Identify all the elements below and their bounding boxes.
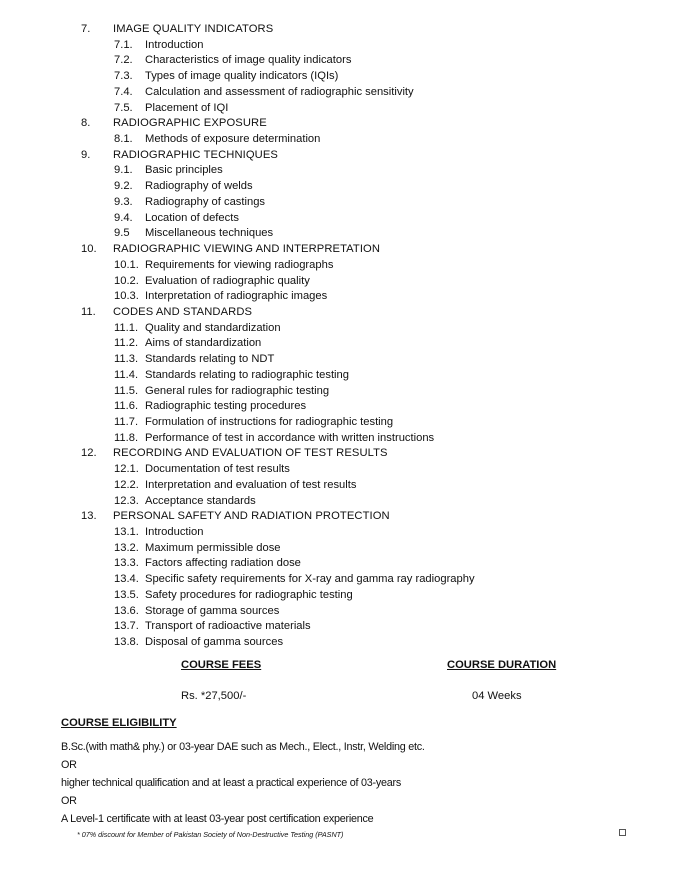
subsection-item [0, 635, 700, 651]
section-number: 7. [81, 23, 91, 35]
subsection-number: 13.8. [114, 636, 139, 649]
subsection-item [0, 274, 700, 290]
eligibility-line-certificate: A Level-1 certificate with at least 03-year post certification experience [61, 813, 374, 825]
subsection-item [0, 53, 700, 69]
subsection-item [0, 494, 700, 510]
discount-footnote: * 07% discount for Member of Pakistan Society of Non-Destructive Testing (PASNT) [77, 830, 344, 839]
subsection-number: 9.5 [114, 227, 130, 240]
section-heading [0, 116, 700, 132]
subsection-number: 10.3. [114, 290, 139, 303]
subsection-number: 9.2. [114, 180, 133, 193]
subsection-item [0, 132, 700, 148]
subsection-item [0, 604, 700, 620]
subsection-item [0, 289, 700, 305]
subsection-item [0, 38, 700, 54]
subsection-title: Acceptance standards [145, 494, 256, 507]
section-title: RECORDING AND EVALUATION OF TEST RESULTS [113, 447, 388, 460]
subsection-number: 9.3. [114, 195, 133, 208]
section-title: RADIOGRAPHIC VIEWING AND INTERPRETATION [113, 243, 381, 256]
subsection-title: Characteristics of image quality indicators [145, 54, 352, 67]
section-heading [0, 148, 700, 164]
course-eligibility-heading: COURSE ELIGIBILITY [61, 717, 177, 729]
subsection-number: 7.5. [114, 101, 133, 114]
subsection-title: Miscellaneous techniques [145, 227, 274, 240]
subsection-title: Quality and standardization [145, 321, 281, 334]
course-fees-heading: COURSE FEES [181, 659, 262, 671]
subsection-number: 11.4. [114, 368, 139, 381]
subsection-item [0, 619, 700, 635]
subsection-number: 11.3. [114, 353, 139, 366]
section-number: 8. [81, 117, 91, 130]
subsection-title: Placement of IQI [145, 101, 229, 114]
subsection-item [0, 368, 700, 384]
subsection-item [0, 556, 700, 572]
section-heading [0, 509, 700, 525]
subsection-item [0, 163, 700, 179]
subsection-number: 13.7. [114, 620, 139, 633]
section-title: IMAGE QUALITY INDICATORS [113, 23, 274, 35]
subsection-title: Requirements for viewing radiographs [145, 258, 334, 271]
subsection-number: 11.5. [114, 384, 139, 397]
section-number: 9. [81, 148, 91, 161]
course-duration-heading: COURSE DURATION [447, 659, 557, 671]
subsection-item [0, 211, 700, 227]
subsection-item [0, 525, 700, 541]
subsection-number: 11.2. [114, 337, 139, 350]
subsection-title: Disposal of gamma sources [145, 636, 284, 649]
subsection-item [0, 69, 700, 85]
subsection-number: 10.1. [114, 258, 139, 271]
subsection-title: General rules for radiographic testing [145, 384, 330, 397]
subsection-number: 13.1. [114, 526, 139, 538]
subsection-title: Introduction [145, 526, 204, 538]
subsection-number: 9.4. [114, 211, 133, 224]
subsection-number: 13.2. [114, 541, 139, 554]
subsection-title: Radiography of castings [145, 195, 266, 208]
subsection-number: 12.2. [114, 478, 139, 491]
subsection-number: 13.3. [114, 557, 139, 570]
course-duration-value: 04 Weeks [472, 690, 522, 702]
subsection-number: 13.5. [114, 588, 139, 601]
subsection-number: 12.1. [114, 463, 139, 476]
subsection-number: 7.4. [114, 85, 133, 98]
section-number: 13. [81, 510, 97, 523]
subsection-title: Interpretation of radiographic images [145, 290, 328, 303]
section-number: 11. [81, 305, 96, 318]
section-heading [0, 305, 700, 321]
subsection-item [0, 384, 700, 400]
subsection-item [0, 179, 700, 195]
eligibility-or-separator: OR [61, 795, 77, 807]
subsection-item [0, 462, 700, 478]
section-title: RADIOGRAPHIC EXPOSURE [113, 117, 267, 130]
subsection-number: 13.6. [114, 604, 139, 617]
subsection-item [0, 101, 700, 117]
subsection-title: Documentation of test results [145, 463, 290, 476]
subsection-title: Transport of radioactive materials [145, 620, 311, 633]
checkbox-square-icon [619, 829, 626, 836]
section-title: PERSONAL SAFETY AND RADIATION PROTECTION [113, 510, 390, 523]
subsection-item [0, 336, 700, 352]
section-heading [0, 242, 700, 258]
course-outline [0, 22, 700, 651]
subsection-title: Basic principles [145, 164, 223, 177]
subsection-item [0, 399, 700, 415]
subsection-item [0, 415, 700, 431]
subsection-item [0, 478, 700, 494]
subsection-title: Methods of exposure determination [145, 133, 321, 146]
subsection-number: 8.1. [114, 133, 133, 146]
subsection-number: 11.1. [114, 321, 139, 334]
subsection-number: 7.1. [114, 38, 133, 51]
subsection-title: Performance of test in accordance with written instructions [145, 431, 435, 444]
subsection-title: Specific safety requirements for X-ray and gamma ray radiography [145, 573, 475, 586]
subsection-item [0, 258, 700, 274]
subsection-number: 10.2. [114, 274, 139, 287]
subsection-number: 7.3. [114, 70, 133, 83]
eligibility-line-degree: B.Sc.(with math& phy.) or 03-year DAE such as Mech., Elect., Instr, Welding etc. [61, 741, 425, 753]
subsection-item [0, 572, 700, 588]
subsection-title: Factors affecting radiation dose [145, 557, 301, 570]
section-title: RADIOGRAPHIC TECHNIQUES [113, 148, 278, 161]
subsection-item [0, 352, 700, 368]
course-fees-value: Rs. *27,500/- [181, 690, 247, 702]
subsection-item [0, 226, 700, 242]
subsection-number: 11.7. [114, 415, 139, 428]
eligibility-line-experience: higher technical qualification and at least a practical experience of 03-years [61, 777, 402, 789]
subsection-title: Standards relating to NDT [145, 353, 275, 366]
subsection-item [0, 431, 700, 447]
subsection-item [0, 195, 700, 211]
subsection-item [0, 321, 700, 337]
subsection-item [0, 85, 700, 101]
subsection-number: 12.3. [114, 494, 139, 507]
section-heading [0, 446, 700, 462]
subsection-title: Interpretation and evaluation of test results [145, 478, 357, 491]
subsection-title: Introduction [145, 38, 204, 51]
subsection-number: 11.8. [114, 431, 139, 444]
subsection-number: 11.6. [114, 400, 139, 413]
subsection-title: Calculation and assessment of radiographic sensitivity [145, 85, 414, 98]
subsection-item [0, 588, 700, 604]
subsection-title: Radiographic testing procedures [145, 400, 307, 413]
subsection-title: Storage of gamma sources [145, 604, 280, 617]
subsection-title: Radiography of welds [145, 180, 253, 193]
subsection-title: Aims of standardization [145, 337, 262, 350]
section-number: 12. [81, 447, 97, 460]
section-title: CODES AND STANDARDS [113, 305, 253, 318]
subsection-item [0, 541, 700, 557]
subsection-number: 9.1. [114, 164, 133, 177]
section-heading [0, 22, 700, 38]
eligibility-or-separator: OR [61, 759, 77, 771]
subsection-number: 13.4. [114, 573, 139, 586]
subsection-title: Safety procedures for radiographic testing [145, 588, 353, 601]
subsection-title: Types of image quality indicators (IQIs) [145, 70, 339, 83]
subsection-title: Location of defects [145, 211, 239, 224]
subsection-number: 7.2. [114, 54, 133, 67]
subsection-title: Maximum permissible dose [145, 541, 281, 554]
subsection-title: Standards relating to radiographic testing [145, 368, 349, 381]
section-number: 10. [81, 243, 97, 256]
subsection-title: Evaluation of radiographic quality [145, 274, 310, 287]
subsection-title: Formulation of instructions for radiographic testing [145, 415, 394, 428]
